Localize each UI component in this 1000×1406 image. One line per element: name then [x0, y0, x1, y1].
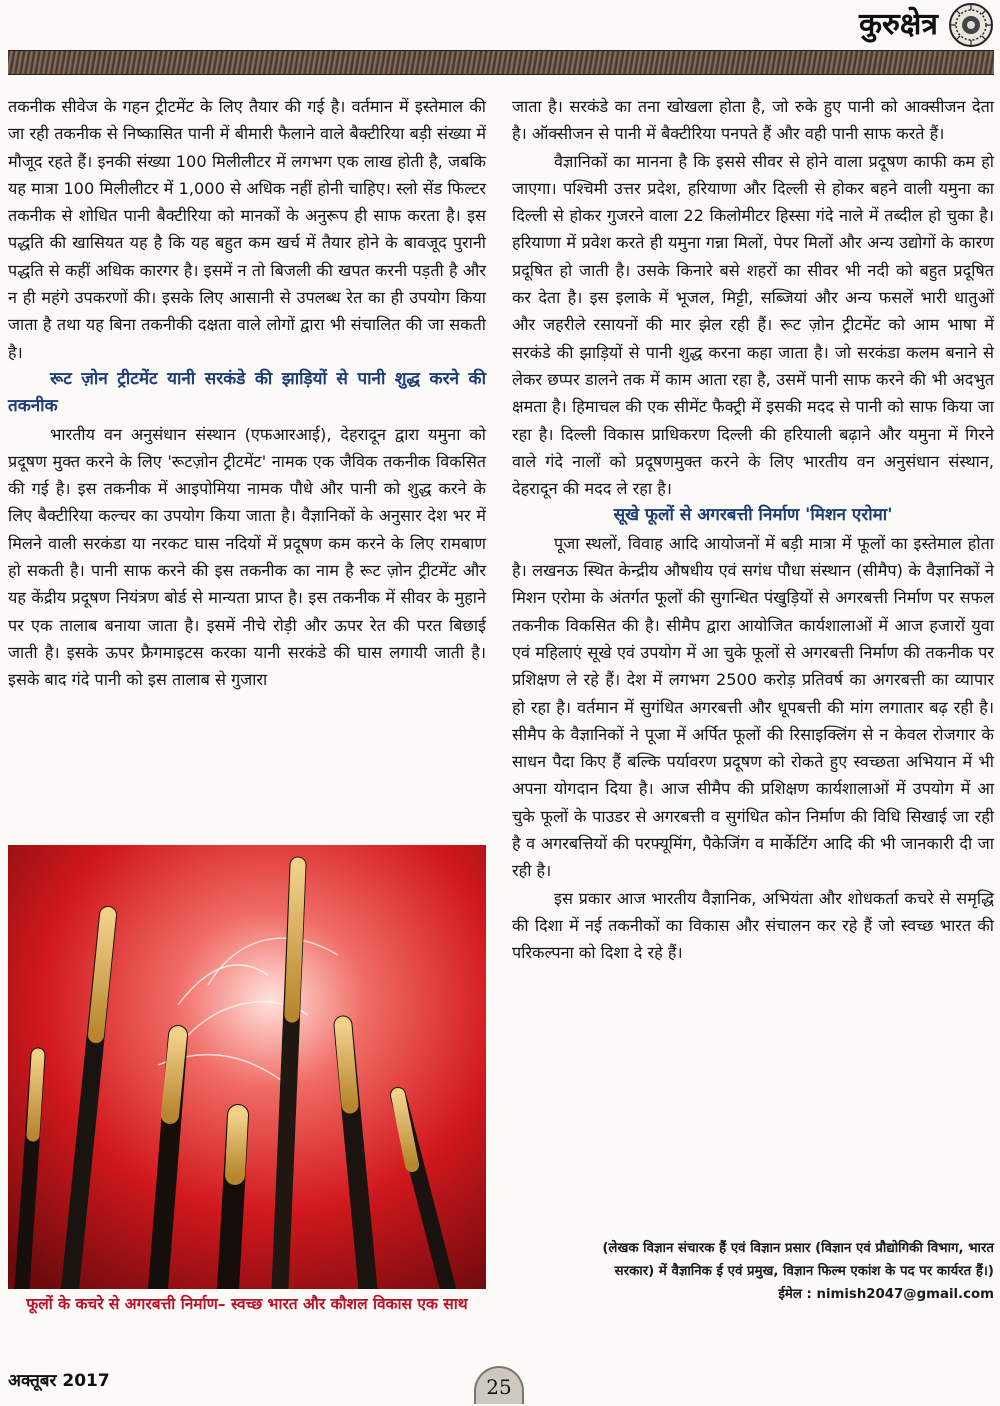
author-note-block: [590, 1237, 994, 1306]
right-paragraph-3: पूजा स्थलों, विवाह आदि आयोजनों में बड़ी मात्रा में फूलों का इस्तेमाल होता है। लखनऊ स्थित केन्द्रीय औषधीय एवं सगंध पौधा संस्थान (सीमैप) के वैज्ञानिकों ने मिशन एरोमा के अंतर्गत फूलों की सुगन्धित पंखुड़ियों से अगरबत्ती निर्माण पर सफल तकनीक विकसित की है। सीमैप द्वारा आयोजित कार्यशालाओं में आज हजारों युवा एवं महिलाएं सूखे एवं उपयोग में आ चुके फूलों से अगरबत्ती निर्माण की तकनीक पर प्रशिक्षण ले रहे हैं। देश में लगभग 2500 करोड़ प्रतिवर्ष का अगरबत्ती का व्यापार हो रहा है। वर्तमान में सुगंधित अगरबत्ती और धूपबत्ती की मांग लगातार बढ़ रही है। सीमैप के वैज्ञानिकों ने पूजा में अर्पित फूलों की रिसाइक्लिंग से न केवल रोजगार के साधन पैदा किए हैं बल्कि पर्यावरण प्रदूषण को रोकते हुए स्वच्छता अभियान में भी अपना योगदान दिया है। आज सीमैप की प्रशिक्षण कार्यशालाओं में उपयोग में आ चुके फूलों के पाउडर से अगरबत्ती व सुगंधित कोन निर्माण की विधि सिखाई जा रही है व अगरबत्तियों की परफ्यूमिंग, पैकेजिंग व मार्केटिंग आदि की भी जानकारी दी जा रही है।: [512, 533, 994, 881]
right-column: [512, 93, 994, 967]
subhead-root-zone: रूट ज़ोन ट्रीटमेंट यानी सरकंडे की झाड़ियों से पानी शुद्ध करने की तकनीक: [8, 368, 486, 417]
author-note: (लेखक विज्ञान संचारक हैं एवं विज्ञान प्रसार (विज्ञान एवं प्रौद्योगिकी विभाग, भारत सरकार) में वैज्ञानिक ई एवं प्रमुख, विज्ञान फिल्म एकांश के पद पर कार्यरत हैं।): [602, 1241, 994, 1279]
sun-emblem-icon: [948, 2, 994, 48]
page-number: 25: [474, 1366, 524, 1404]
magazine-title: कुरुक्षेत्र: [858, 7, 938, 42]
right-paragraph-1: जाता है। सरकंडे का तना खोखला होता है, जो रुके हुए पानी को आक्सीजन देता है। ऑक्सीजन से पानी में बैक्टीरिया पनपते हैं और वही पानी साफ करते हैं।: [512, 97, 994, 144]
photo-caption: फूलों के कचरे से अगरबत्ती निर्माण– स्वच्छ भारत और कौशल विकास एक साथ: [26, 1295, 468, 1313]
incense-sticks-photo: [8, 845, 486, 1289]
left-paragraph-1: तकनीक सीवेज के गहन ट्रीटमेंट के लिए तैयार की गई है। वर्तमान में इस्तेमाल की जा रही तकनीक से निष्कासित पानी में बीमारी फैलाने वाले बैक्टीरिया बड़ी संख्या में मौजूद रहते हैं। इनकी संख्या 100 मिलीलीटर में लगभग एक लाख होती है, जबकि यह मात्रा 100 मिलीलीटर में 1,000 से अधिक नहीं होनी चाहिए। स्लो सेंड फिल्टर तकनीक से शोधित पानी बैक्टीरिया को मानकों के अनुरूप ही साफ करता है। इस पद्धति की खासियत यह है कि यह बहुत कम खर्च में तैयार होने के बावजूद पुरानी पद्धति से कहीं अधिक कारगर है। इसमें न तो बिजली की खपत करनी पड़ती है और न ही महंगे उपकरणों की। इसके लिए आसानी से उपलब्ध रेत का ही उपयोग किया जाता है तथा यह बिना तकनीकी दक्षता वाले लोगों द्वारा भी संचालित की जा सकती है।: [8, 97, 486, 362]
issue-date: अक्तूबर 2017: [8, 1371, 110, 1391]
left-paragraph-2: भारतीय वन अनुसंधान संस्थान (एफआरआई), देहरादून द्वारा यमुना को प्रदूषण मुक्त करने के लिए 'रूटज़ोन ट्रीटमेंट' नामक एक जैविक तकनीक विकसित की गई है। इस तकनीक में आइपोमिया नामक पौधे और पानी को शुद्ध करने के लिए बैक्टीरिया कल्चर का उपयोग किया जाता है। वैज्ञानिकों के अनुसार देश भर में मिलने वाली सरकंडा या नरकट घास नदियों में प्रदूषण कम करने के लिए रामबाण हो सकती है। पानी साफ करने की इस तकनीक का नाम है रूट ज़ोन ट्रीटमेंट और यह केंद्रीय प्रदूषण नियंत्रण बोर्ड से मान्यता प्राप्त है। इस तकनीक में सीवर के मुहाने पर एक तालाब बनाया जाता है। इसमें नीचे रोड़ी और ऊपर रेत की परत बिछाई जाती है। इसके ऊपर फ्रैगमाइटस करका यानी सरकंडे की घास लगायी जाती है। इसके बाद गंदे पानी को इस तालाब से गुजारा: [8, 424, 486, 690]
header-band: [8, 50, 994, 75]
masthead: [0, 0, 1000, 50]
right-paragraph-4: इस प्रकार आज भारतीय वैज्ञानिक, अभियंता और शोधकर्ता कचरे से समृद्धि की दिशा में नई तकनीकों का विकास और संचालन कर रहे हैं जो स्वच्छ भारत की परिकल्पना को दिशा दे रहे हैं।: [512, 888, 994, 963]
subhead-mission-aroma: सूखे फूलों से अगरबत्ती निर्माण 'मिशन एरोमा': [613, 505, 893, 526]
right-paragraph-2: वैज्ञानिकों का मानना है कि इससे सीवर से होने वाला प्रदूषण काफी कम हो जाएगा। पश्चिमी उत्तर प्रदेश, हरियाणा और दिल्ली से होकर बहने वाली यमुना का दिल्ली से होकर गुजरने वाला 22 किलोमीटर हिस्सा गंदे नाले में तब्दील हो चुका है। हरियाणा में प्रवेश करते ही यमुना गन्ना मिलों, पेपर मिलों और अन्य उद्योगों के कारण प्रदूषित हो जाती है। उसके किनारे बसे शहरों का सीवर भी नदी को बहुत प्रदूषित कर देता है। इस इलाके में भूजल, मिट्टी, सब्जियां और अन्य फसलें भारी धातुओं और जहरीले रसायनों की मार झेल रही हैं। रूट ज़ोन ट्रीटमेंट को आम भाषा में सरकंडे की झाड़ियों से पानी शुद्ध करना कहा जाता है। जो सरकंडा कलम बनाने से लेकर छप्पर डालने तक में काम आता रहा है, उसमें पानी साफ करने की भी अदभुत क्षमता है। हिमाचल की एक सीमेंट फैक्ट्री में इसकी मदद से पानी को साफ किया जा रहा है। दिल्ली विकास प्राधिकरण दिल्ली की हरियाली बढ़ाने और यमुना में गिरने वाले गंदे नालों को प्रदूषणमुक्त करने के लिए भारतीय वन अनुसंधान संस्थान, देहरादून की मदद ले रहा है।: [512, 151, 994, 499]
author-email: ईमेल : nimish2047@gmail.com: [778, 1287, 994, 1302]
left-column: [8, 93, 486, 694]
